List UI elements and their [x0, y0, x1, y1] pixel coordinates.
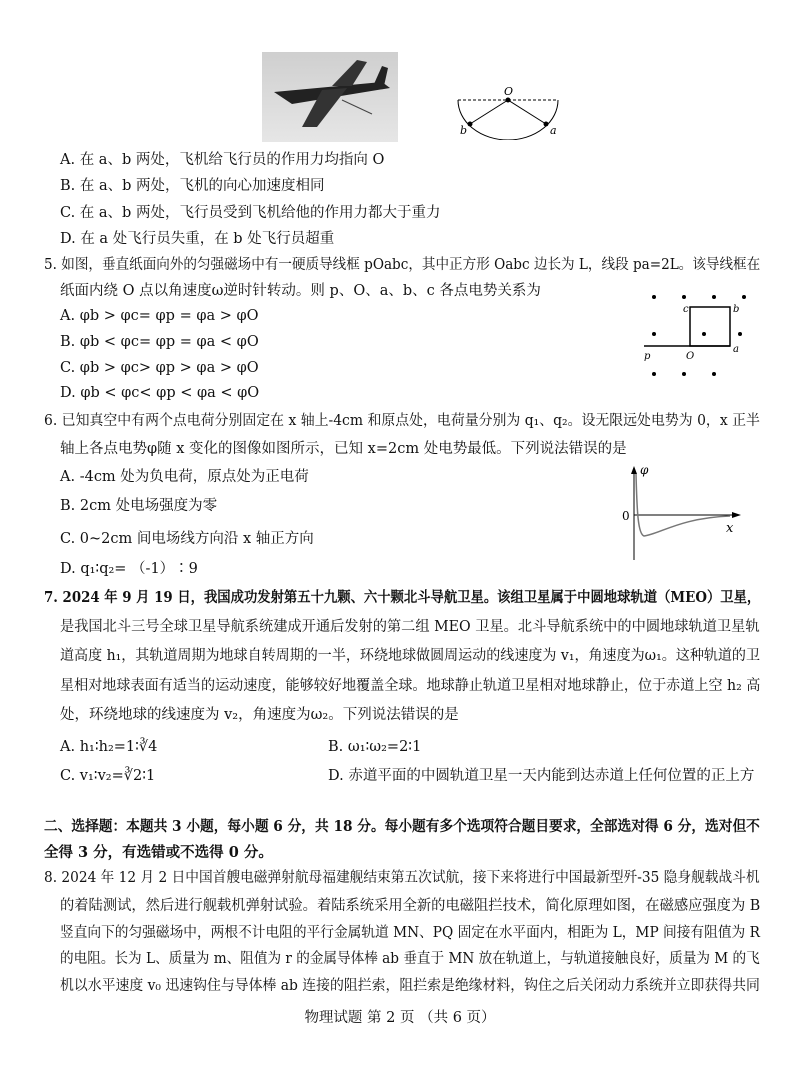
section-heading: 二、选择题：本题共 3 小题，每小题 6 分，共 18 分。每小题有多个选项符合题目要求，全部选对得 6 分，选对但不	[44, 818, 760, 835]
label-c: c	[683, 304, 689, 315]
q7-stem-line: 是我国北斗三号全球卫星导航系统建成开通后发射的第二组 MEO 卫星。北斗导航系统中的中圆地球轨道卫星轨	[60, 619, 760, 635]
q4-option-b: B. 在 a、b 两处，飞机的向心加速度相同	[60, 178, 325, 194]
label-o: O	[504, 85, 514, 98]
q7-stem-line: 7. 2024 年 9 月 19 日，我国成功发射第五十九颗、六十颗北斗导航卫星。该组卫星属于中圆地球轨道（MEO）卫星，	[44, 589, 761, 606]
page-footer: 物理试题 第 2 页 （共 6 页）	[304, 1010, 496, 1026]
axis-label-x: x	[726, 521, 734, 536]
axis-label-zero: 0	[622, 509, 630, 523]
q7-option-c: C. v₁∶v₂=∛2∶1	[60, 768, 156, 784]
q7-stem-line: 道高度 h₁，其轨道周期为地球自转周期的一半，环绕地球做圆周运动的线速度为 v₁，角速度为ω₁。这种轨道的卫	[60, 648, 761, 664]
label-a: a	[550, 124, 557, 137]
q5-stem-line: 纸面内绕 O 点以角速度ω逆时针转动。则 p、O、a、b、c 各点电势关系为	[60, 283, 541, 299]
potential-graph	[620, 462, 750, 562]
label-a: a	[733, 344, 739, 355]
section-heading: 全得 3 分，有选错或不选得 0 分。	[44, 844, 273, 861]
airplane-icon	[262, 52, 398, 142]
q7-option-a: A. h₁∶h₂=1∶∛4	[60, 739, 158, 755]
q4-option-a: A. 在 a、b 两处，飞机给飞行员的作用力均指向 O	[60, 152, 385, 168]
axis-label-phi: φ	[640, 463, 649, 477]
circular-path-diagram	[452, 84, 564, 140]
q7-option-b: B. ω₁∶ω₂=2∶1	[328, 739, 422, 755]
q8-stem-line: 机以水平速度 v₀ 迅速钩住与导体棒 ab 连接的阻拦索，阻拦索是绝缘材料，钩住之后关闭动力系统并立即获得共同	[60, 978, 760, 994]
q6-stem-line: 6. 已知真空中有两个点电荷分别固定在 x 轴上-4cm 和原点处，电荷量分别为 q₁、q₂。设无限远处电势为 0，x 正半	[44, 413, 760, 429]
q5-stem-line: 5. 如图，垂直纸面向外的匀强磁场中有一硬质导线框 pOabc，其中正方形 Oabc 边长为 L，线段 pa=2L。该导线框在	[44, 257, 761, 273]
q7-stem-line: 处，环绕地球的线速度为 v₂，角速度为ω₂。下列说法错误的是	[60, 707, 459, 723]
q5-option-b: B. φb < φc= φp = φa < φO	[60, 334, 259, 350]
wire-frame-diagram	[640, 285, 760, 385]
q7-option-d: D. 赤道平面的中圆轨道卫星一天内能到达赤道上任何位置的正上方	[328, 768, 755, 784]
label-b: b	[733, 304, 740, 315]
q5-option-d: D. φb < φc< φp < φa < φO	[60, 385, 260, 401]
q6-option-d: D. q₁∶q₂= （-1）∶9	[60, 561, 198, 577]
q8-stem-line: 的着陆测试，然后进行舰载机弹射试验。着陆系统采用全新的电磁阻拦技术，简化原理如图，在磁感应强度为 B	[60, 898, 761, 914]
q5-option-c: C. φb > φc> φp > φa > φO	[60, 360, 259, 376]
q6-option-b: B. 2cm 处电场强度为零	[60, 498, 218, 514]
q4-option-c: C. 在 a、b 两处，飞行员受到飞机给他的作用力都大于重力	[60, 205, 441, 221]
q8-stem-line: 竖直向下的匀强磁场中，两根不计电阻的平行金属轨道 MN、PQ 固定在水平面内，相距为 L，MP 间接有阻值为 R	[60, 925, 760, 941]
q6-option-a: A. -4cm 处为负电荷，原点处为正电荷	[60, 469, 309, 485]
q6-option-c: C. 0~2cm 间电场线方向沿 x 轴正方向	[60, 531, 314, 547]
airplane-photo	[262, 52, 398, 142]
q5-option-a: A. φb > φc= φp = φa > φO	[60, 308, 259, 324]
label-o: O	[686, 351, 695, 362]
label-b: b	[460, 124, 468, 137]
q8-stem-line: 8. 2024 年 12 月 2 日中国首艘电磁弹射航母福建舰结束第五次试航，接下来将进行中国最新型歼-35 隐身舰载战斗机	[44, 870, 760, 886]
q8-stem-line: 的电阻。长为 L、质量为 m、阻值为 r 的金属导体棒 ab 垂直于 MN 放在轨道上，与轨道接触良好，质量为 M 的飞	[60, 951, 760, 967]
q4-option-d: D. 在 a 处飞行员失重，在 b 处飞行员超重	[60, 231, 335, 247]
q6-stem-line: 轴上各点电势φ随 x 变化的图像如图所示，已知 x=2cm 处电势最低。下列说法错误的是	[60, 441, 627, 457]
label-p: p	[644, 351, 651, 362]
q7-stem-line: 星相对地球表面有适当的运动速度，能够较好地覆盖全球。地球静止轨道卫星相对地球静止，位于赤道上空 h₂ 高	[60, 678, 761, 694]
